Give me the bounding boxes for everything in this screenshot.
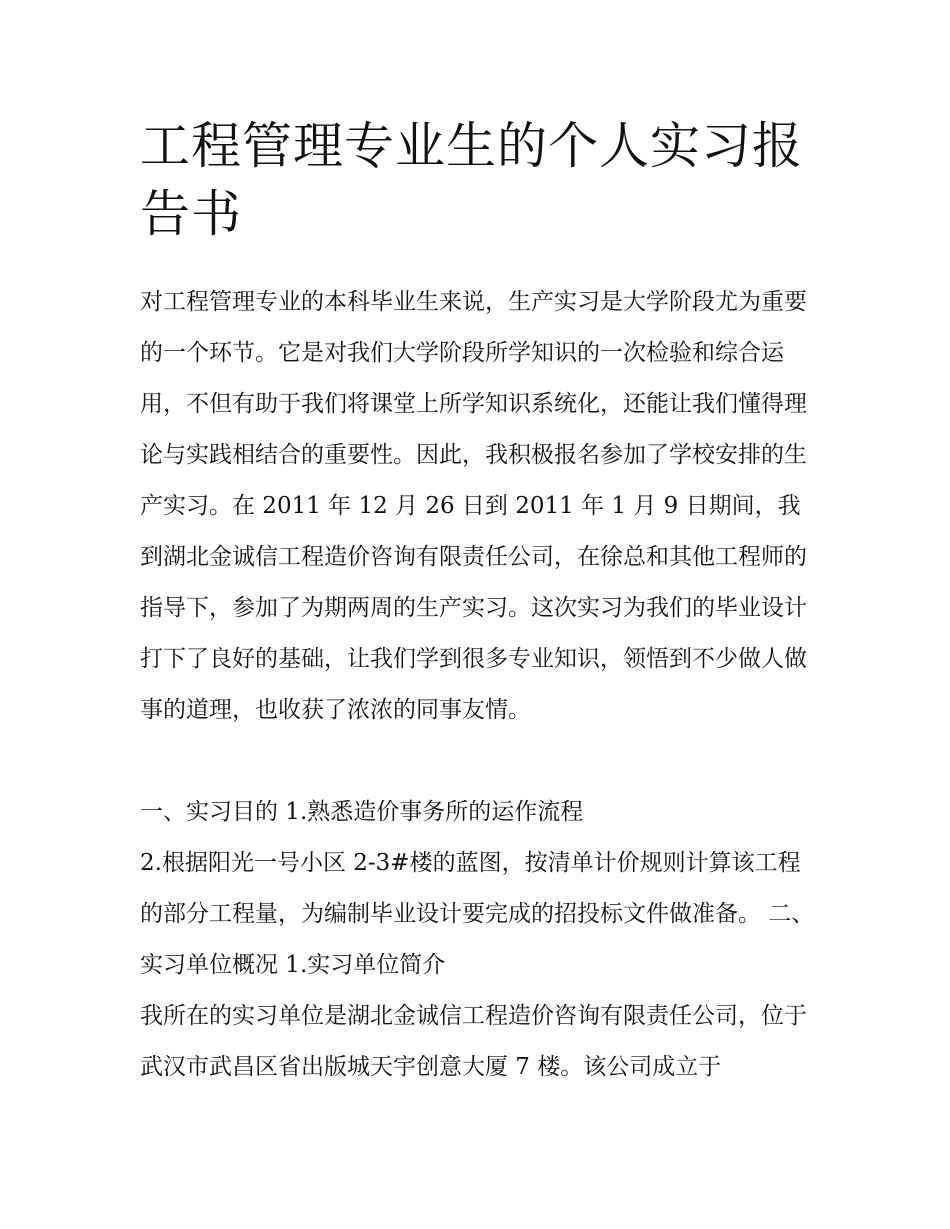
- paragraph-purpose-item: 2.根据阳光一号小区 2-3#楼的蓝图，按清单计价规则计算该工程的部分工程量，为编制毕业设计要完成的招投标文件做准备。 二、实习单位概况 1.实习单位简介: [140, 850, 815, 978]
- paragraph-company-intro: 我所在的实习单位是湖北金诚信工程造价咨询有限责任公司，位于武汉市武昌区省出版城天宇创意大厦 7 楼。该公司成立于: [140, 1003, 807, 1080]
- paragraph-intro: 对工程管理专业的本科毕业生来说，生产实习是大学阶段尤为重要的一个环节。它是对我们大学阶段所学知识的一次检验和综合运用，不但有助于我们将课堂上所学知识系统化，还能让我们懂得理论与实践相结合的重要性。因此，我积极报名参加了学校安排的生产实习。在 2011 年 12 月 26 日到 2011 年 1 月 9 日期间，我到湖北金诚信工程造价咨询有限责任公司，在徐总和其他工程师的指导下，参加了为期两周的生产实习。这次实习为我们的毕业设计打下了良好的基础，让我们学到很多专业知识，领悟到不少做人做事的道理，也收获了浓浓的同事友情。: [140, 289, 807, 723]
- paragraph-purpose-heading: 一、实习目的 1.熟悉造价事务所的运作流程: [140, 799, 584, 825]
- document-title: 工程管理专业生的个人实习报告书: [140, 117, 803, 243]
